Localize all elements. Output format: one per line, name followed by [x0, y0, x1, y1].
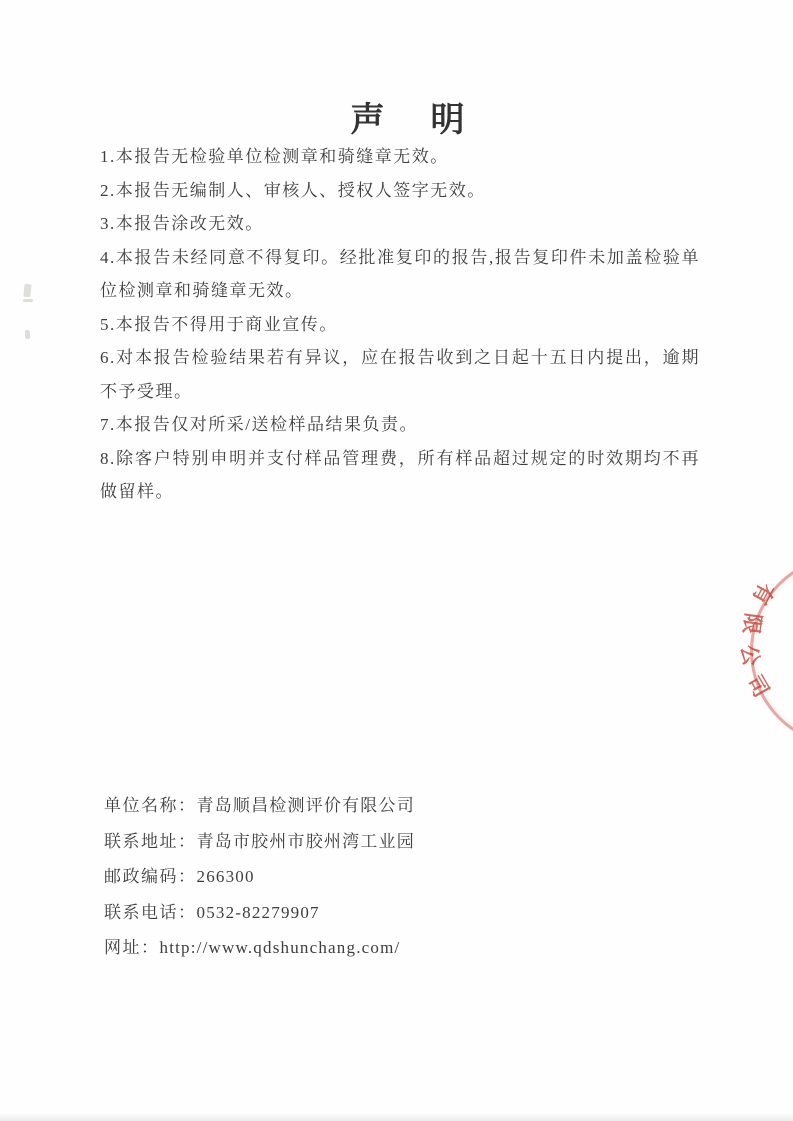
contact-label: 联系地址：: [104, 831, 197, 851]
statement-item: 1.本报告无检验单位检测章和骑缝章无效。: [100, 147, 449, 166]
contact-label: 网址：: [104, 938, 160, 957]
scan-artifact: [25, 330, 31, 339]
contact-value: 0532-82279907: [196, 902, 320, 922]
seal-character: 有: [747, 578, 779, 609]
contact-line-website: [104, 930, 624, 966]
statement-list: [100, 140, 700, 509]
statement-item: 8.除客户特别申明并支付样品管理费，所有样品超过规定的时效期均不再做留样。: [100, 448, 700, 501]
contact-value: 青岛顺昌检测评价有限公司: [196, 796, 415, 815]
statement-item: 6.对本报告检验结果若有异议，应在报告收到之日起十五日内提出，逾期不予受理。: [100, 348, 700, 401]
scan-artifact: [23, 299, 33, 302]
contact-label: 邮政编码：: [104, 867, 197, 886]
contact-line-phone: [104, 895, 624, 931]
seal-character: 限: [738, 611, 766, 636]
contact-line-address: [104, 824, 624, 860]
contact-value: 青岛市胶州市胶州湾工业园: [196, 831, 415, 851]
statement-item: 5.本报告不得用于商业宣传。: [100, 314, 338, 334]
scan-artifact: [23, 284, 31, 298]
statement-item: 2.本报告无编制人、审核人、授权人签字无效。: [100, 180, 486, 200]
page-title: 声 明: [350, 102, 471, 139]
statement-item: 4.本报告未经同意不得复印。经批准复印的报告,报告复印件未加盖检验单位检测章和骑缝章无效。: [100, 247, 700, 300]
contact-info: [104, 788, 624, 966]
contact-line-company: [104, 788, 624, 824]
contact-value: http://www.qdshunchang.com/: [159, 938, 401, 957]
contact-label: 单位名称：: [104, 796, 197, 815]
statement-item: 7.本报告仅对所采/送检样品结果负责。: [100, 415, 418, 434]
contact-value: 266300: [196, 867, 255, 886]
seal-character: 公: [736, 642, 764, 668]
contact-label: 联系电话：: [104, 902, 197, 922]
contact-line-postcode: [104, 859, 624, 895]
scan-edge-shadow: [0, 1113, 793, 1121]
seal-character: 司: [742, 671, 774, 702]
statement-item: 3.本报告涂改无效。: [100, 214, 264, 233]
